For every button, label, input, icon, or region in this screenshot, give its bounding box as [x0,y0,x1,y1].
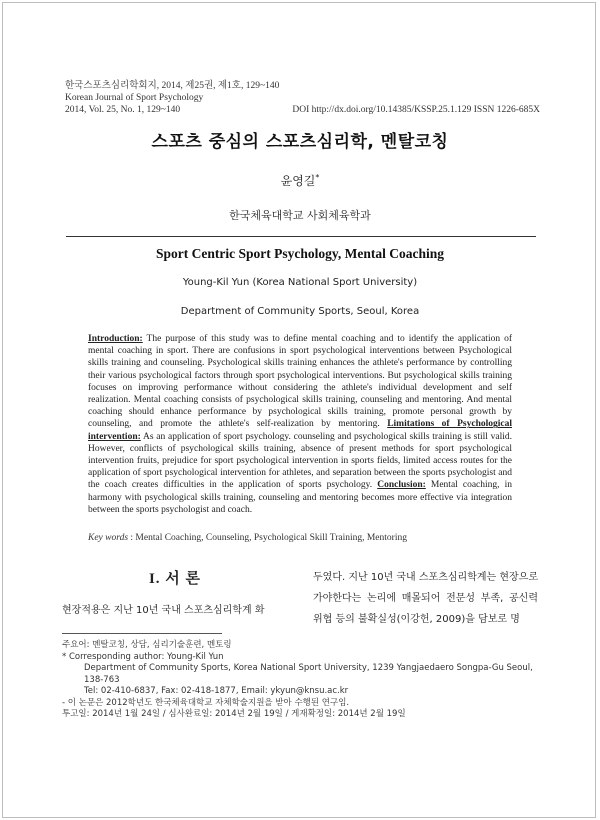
body-column-left: 현장적용은 지난 10년 국내 스포츠심리학계 화 [62,605,265,616]
keywords-text: : Mental Coaching, Counseling, Psychological Skill Training, Mentoring [128,533,407,543]
abstract-intro-label: Introduction: [88,334,143,344]
abstract-conclusion-text: Mental coaching, in harmony with psychological skills training, counseling and mentoring becomes more effective via integration between the sports psychologist and coach. [88,480,512,515]
abstract-limitations-label: Limitations of Psychological intervention: [88,419,512,442]
footnote-contact: Tel: 02-410-6837, Fax: 02-418-1877, Email: ykyun@knsu.ac.kr [84,686,349,696]
footnote-keywords-ko: 주요어: 멘탈코칭, 상담, 심리기술훈련, 멘토링 [62,640,232,650]
header-line-citation [65,104,540,116]
abstract-intro-text: The purpose of this study was to define mental coaching and to identify the application of mental coaching in sport. There are confusions in sport psychological interventions between Psychological skills training and counseling. Psychological skills training enhances the athlete's performance by controlling their various psychological factors through sport psychological interventions. But psychological skills training focuses on improving performance without considering the athlete's individual development and self realization. Mental coaching consists of psychological skills training, counseling and mentoring. And mental coaching should enhance performance by psychological skills training, promote personal growth by counseling, and promote the athlete's self-realization by mentoring. [88,334,512,430]
affiliation-en: Department of Community Sports, Seoul, Korea [180,306,420,317]
footnote-address: Department of Community Sports, Korea National Sport University, 1239 Yangjaedaero Songpa-Gu Seoul, 138-763 [84,663,533,685]
footnote-divider [62,633,222,634]
footnote-corresponding: * Corresponding author: Young-Kil Yun [62,651,224,662]
author-en: Young-Kil Yun (Korea National Sport University) [182,277,418,288]
body-column-right: 두였다. 지난 10년 국내 스포츠심리학계는 현장으로 가야한다는 논리에 매몰되어 전문성 부족, 공신력 위협 등의 불확실성(이강헌, 2009)을 담보로 명 [313,572,538,625]
footnote-funding: - 이 논문은 2012학년도 한국체육대학교 자체학술지원을 받아 수행된 연구임. [62,697,350,708]
paper-title-ko: 스포츠 중심의 스포츠심리학, 멘탈코칭 [151,132,449,152]
author-name-ko: 윤영길 [280,174,316,188]
keywords-label: Key words [88,533,129,543]
journal-header [65,80,540,116]
header-volume: 2014, Vol. 25, No. 1, 129~140 [65,105,181,115]
footnote-dates: 투고일: 2014년 1월 24일 / 심사완료일: 2014년 2월 19일 / 게재확정일: 2014년 2월 19일 [62,709,406,719]
header-line-ko: 한국스포츠심리학회지, 2014, 제25권, 제1호, 129~140 [65,81,280,91]
abstract-conclusion-label: Conclusion: [377,480,426,491]
abstract [88,333,512,516]
corresponding-mark: * [315,173,320,182]
author-ko [0,172,600,189]
footnotes [62,640,542,721]
header-doi: DOI http://dx.doi.org/10.14385/KSSP.25.1.129 ISSN 1226-685X [292,105,540,115]
header-line-journal: Korean Journal of Sport Psychology [65,93,204,103]
affiliation-ko: 한국체육대학교 사회체육학과 [229,209,371,222]
section-heading-introduction: I. 서 론 [148,571,202,587]
paper-title-en: Sport Centric Sport Psychology, Mental Coaching [156,246,444,261]
abstract-limitations-text: As an application of sport psychology. counseling and psychological skills training is still valid. However, conflicts of psychological skills training, absence of present methods for sport psychological intervention fruits, prejudice for sport psychological intervention in sports fields, limited access routes for the application of sport psychological intervention for athletes, and separation between the sports psychologist and the coach creates difficulties in the application of sports psychology. [88,431,512,491]
title-divider [66,236,536,237]
keywords [88,533,512,543]
